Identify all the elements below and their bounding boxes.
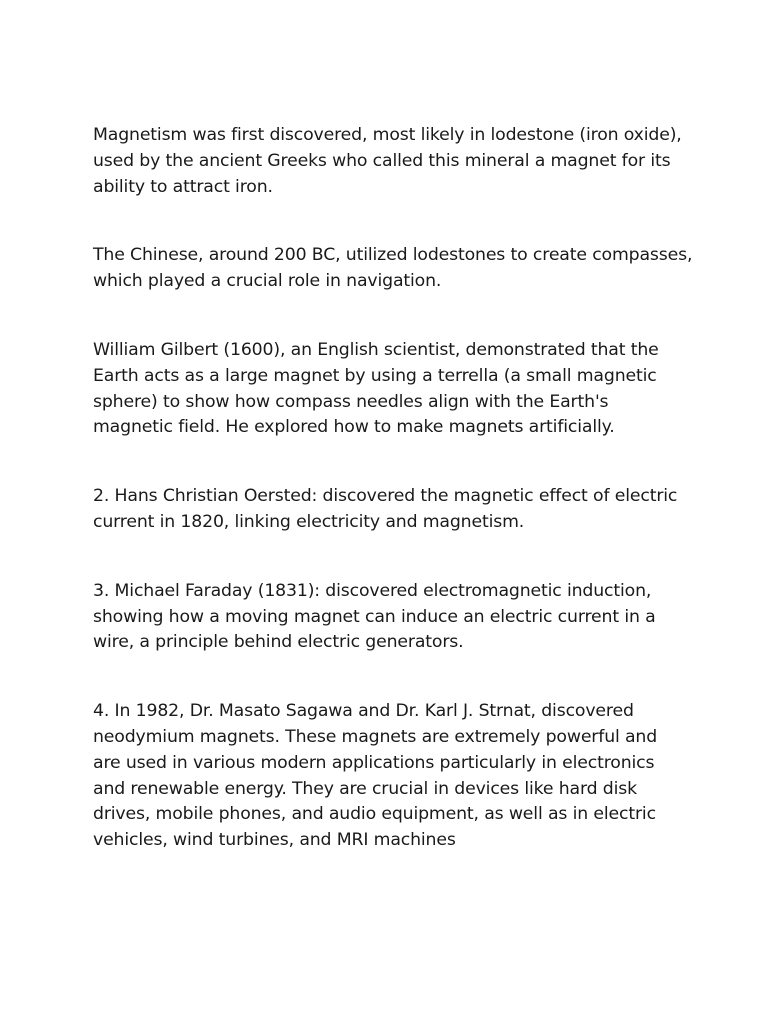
text-line: 3. Michael Faraday (1831): discovered electromagnetic induction, [93, 580, 652, 601]
text-line: 4. In 1982, Dr. Masato Sagawa and Dr. Karl J. Strnat, discovered [93, 701, 634, 722]
paragraph-faraday [93, 579, 693, 656]
paragraph-chinese-compasses [93, 243, 693, 295]
paragraph-william-gilbert [93, 338, 693, 441]
text-line: vehicles, wind turbines, and MRI machines [93, 830, 456, 851]
text-line: 2. Hans Christian Oersted: discovered the magnetic effect of electric [93, 486, 678, 507]
paragraph-lodestone-discovery [93, 123, 693, 200]
text-line: Magnetism was first discovered, most likely in lodestone (iron oxide), [93, 125, 682, 145]
text-line: showing how a moving magnet can induce an electric current in a [93, 606, 656, 627]
text-line: sphere) to show how compass needles align with the Earth's [93, 391, 609, 412]
text-line: magnetic field. He explored how to make magnets artificially. [93, 417, 615, 438]
text-line: drives, mobile phones, and audio equipment, as well as in electric [93, 804, 656, 825]
text-line: wire, a principle behind electric generators. [93, 632, 464, 653]
text-line: and renewable energy. They are crucial in devices like hard disk [93, 778, 637, 799]
text-line: current in 1820, linking electricity and magnetism. [93, 511, 525, 532]
document-body [93, 123, 693, 854]
text-line: are used in various modern applications particularly in electronics [93, 752, 655, 773]
text-line: Earth acts as a large magnet by using a terrella (a small magnetic [93, 365, 657, 386]
text-line: used by the ancient Greeks who called this mineral a magnet for its [93, 150, 671, 171]
paragraph-neodymium-magnets [93, 699, 693, 854]
text-line: The Chinese, around 200 BC, utilized lodestones to create compasses, [93, 245, 693, 266]
paragraph-oersted [93, 484, 693, 536]
text-line: neodymium magnets. These magnets are extremely powerful and [93, 726, 658, 747]
text-line: ability to attract iron. [93, 176, 273, 197]
text-line: William Gilbert (1600), an English scientist, demonstrated that the [93, 339, 659, 360]
text-line: which played a crucial role in navigation. [93, 271, 442, 292]
